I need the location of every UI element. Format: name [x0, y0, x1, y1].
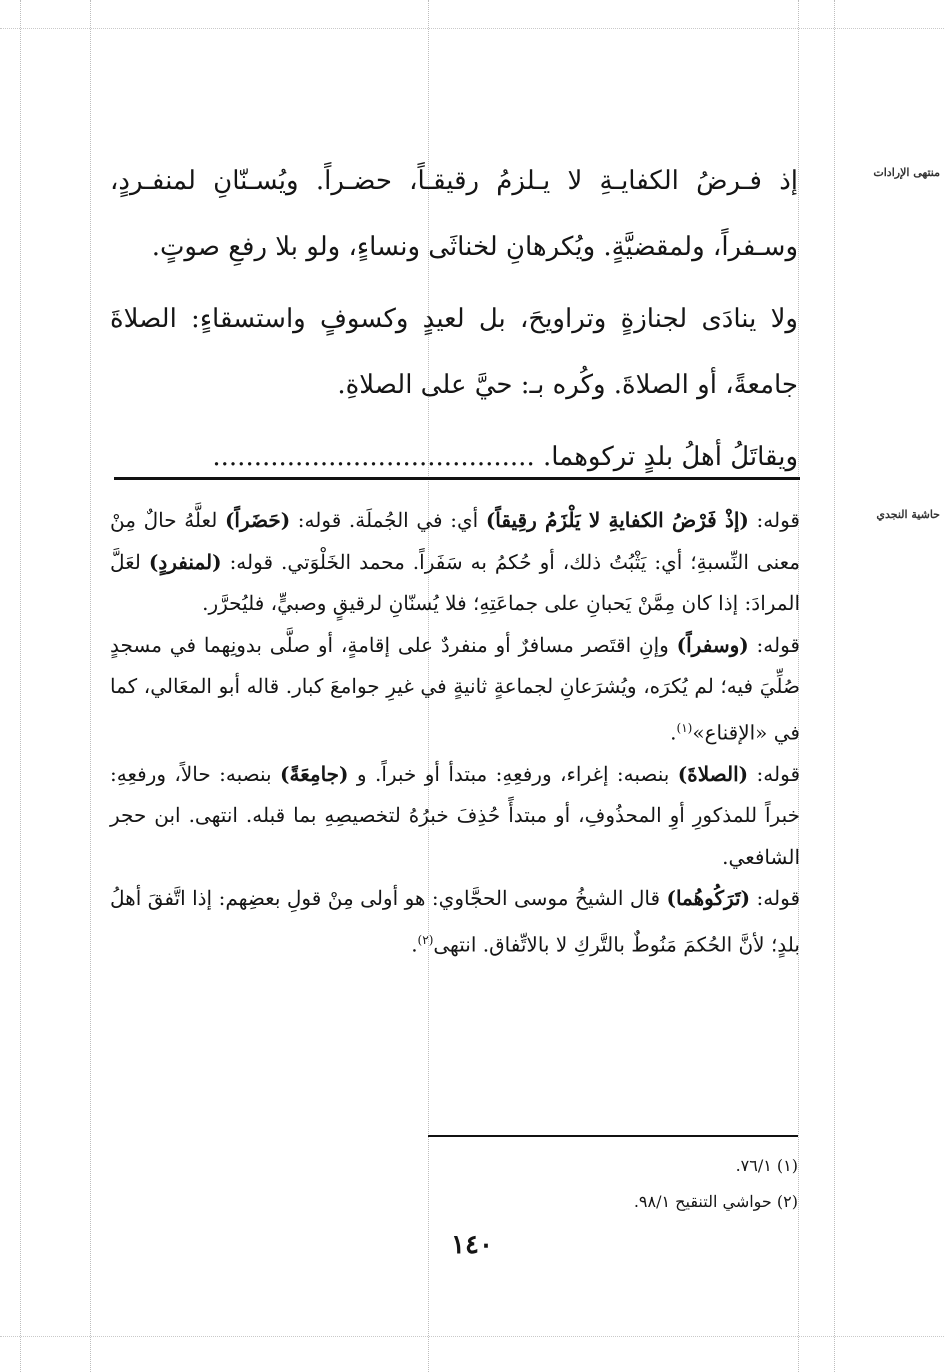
quoted-term: (تَرَكُوهُما) — [666, 886, 751, 911]
footnote-item: (١) ٧٦/١. — [735, 1156, 798, 1175]
footnote-ref[interactable]: (١) — [676, 720, 693, 735]
side-label-matn: منتهى الإرادات — [873, 166, 940, 179]
main-text — [110, 148, 798, 490]
text-run: وإنِ اقتَصر مسافرٌ أو منفردٌ على إقامةٍ، أو صلَّى بدونِهما في مسجدٍ صُلِّيَ فيه؛ لم يُكرَه، ويُشرَعانِ لجماعةٍ ثانيةٍ في غيرِ جوامعَ كبار. قاله أبو المعَالي، كما في «الإقناع» — [110, 632, 800, 745]
text-run: بنصبه: حالاً، ورفعِهِ: خبراً للمذكورِ أوِ المحذُوفِ، أو مبتدأً حُذِفَ خبرُهُ لتخصيصِهِ بما قبله. انتهى. ابن حجر الشافعي. — [110, 761, 800, 869]
text-run: قوله: — [748, 761, 801, 786]
commentary-paragraph — [110, 754, 800, 879]
quoted-term: (جامِعَةً) — [280, 761, 349, 786]
text-run: . — [670, 720, 677, 745]
text-run: قوله: — [748, 508, 800, 532]
text-run: لعَلَّ المرادَ: إذا كان مِمَّنْ يَحبانِ على جماعَتِهِ؛ فلا يُسنّانِ لرقيقٍ وصبيٍّ، فليُحرَّر. — [110, 549, 800, 615]
text-run: قوله: — [748, 632, 800, 657]
text-run: قال الشيخُ موسى الحجَّاوي: هو أولى مِنْ قولِ بعضِهم: إذا اتَّفقَ أهلُ بلدٍ؛ لأنَّ الحُكمَ مَنُوطٌ بالتَّركِ لا بالاتِّفاق. انتهى — [110, 886, 800, 957]
commentary-paragraph — [110, 878, 800, 966]
text-run: بنصبه: إغراء، ورفعِهِ: مبتدأ أو خبراً. و — [348, 761, 678, 786]
text-run: . — [411, 932, 418, 957]
text-run: لعلَّهُ حالٌ مِنْ معنى النِّسبةِ؛ أي: يَثْبُتُ ذلك، أو حُكمُ به سَفَراً. محمد الخَلْوَتي. قوله: — [110, 508, 800, 574]
quoted-term: (لمنفردٍ) — [148, 549, 222, 574]
quoted-term: (الصلاةَ) — [677, 761, 749, 786]
commentary-paragraph — [110, 625, 800, 754]
footnote-ref[interactable]: (٢) — [417, 932, 434, 947]
footnote-item: (٢) حواشي التنقيح ٩٨/١. — [633, 1192, 798, 1211]
text-run: أي: في الجُملَة. قوله: — [290, 508, 486, 532]
main-paragraph: ويقاتَلُ أهلُ بلدٍ تركوهما. ....................................... — [212, 442, 798, 472]
footnote-divider — [428, 1135, 798, 1137]
guide-line — [834, 0, 835, 1372]
quoted-term: (إذْ فَرْضُ الكفايةِ لا يَلْزَمُ رقِيقاً) — [485, 508, 749, 532]
quoted-term: (وسفراً) — [676, 632, 749, 657]
quoted-term: (حَضَراً) — [224, 508, 291, 532]
text-run: قوله: — [750, 886, 801, 911]
guide-line — [20, 0, 21, 1372]
commentary-paragraph — [110, 500, 800, 625]
side-label-hashiya: حاشية النجدي — [876, 508, 940, 521]
page-number: ١٤٠ — [451, 1230, 493, 1260]
section-divider — [114, 477, 800, 480]
footnotes — [428, 1148, 798, 1220]
main-paragraph: ولا ينادَى لجنازةٍ وتراويحَ، بل لعيدٍ وكسوفٍ واستسقاءٍ: الصلاةَ جامعةً، أو الصلاةَ. وكُره بـ: حيَّ على الصلاةِ. — [110, 304, 798, 400]
guide-line — [90, 0, 91, 1372]
guide-line — [0, 28, 944, 29]
guide-line — [0, 1336, 944, 1337]
main-paragraph: إذ فـرضُ الكفايـةِ لا يـلزمُ رقيقـاً، حضـراً. ويُسـنّانِ لمنفـردٍ، وسـفراً، ولمقضيَّةٍ. ويُكرهانِ لخناثَى ونساءٍ، ولو بلا رفعِ صوتٍ. — [110, 166, 798, 262]
commentary-text — [110, 500, 800, 966]
